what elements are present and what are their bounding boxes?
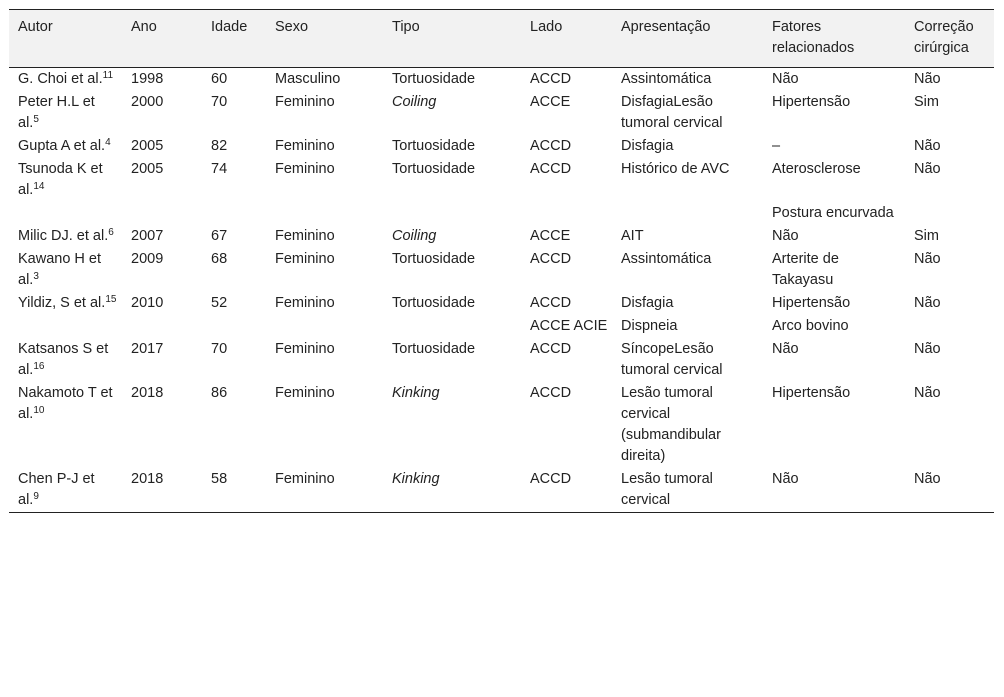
cell-fatores-text: Hipertensão — [772, 295, 851, 311]
cell-apresentacao-text: Disfagia — [621, 295, 674, 311]
cell-correcao — [905, 225, 994, 248]
cell-lado — [521, 292, 612, 315]
cell-lado — [521, 68, 612, 92]
cell-sexo — [266, 68, 383, 92]
cell-idade — [202, 225, 266, 248]
cell-correcao — [905, 135, 994, 158]
cell-lado — [521, 202, 612, 225]
case-reports-table — [9, 9, 994, 513]
cell-ano — [122, 382, 202, 468]
cell-tipo-text: Coiling — [392, 94, 437, 110]
cell-autor — [9, 248, 122, 292]
cell-ano — [122, 338, 202, 382]
cell-apresentacao — [612, 135, 763, 158]
cell-correcao — [905, 468, 994, 513]
cell-correcao-text: Não — [914, 138, 941, 154]
cell-autor-text: Katsanos S et al. — [18, 341, 109, 378]
table-row — [9, 292, 994, 315]
cell-lado — [521, 135, 612, 158]
cell-ano-text: 1998 — [131, 71, 164, 87]
cell-idade — [202, 158, 266, 202]
cell-ano-text: 2010 — [131, 295, 164, 311]
cell-correcao — [905, 292, 994, 315]
cell-lado — [521, 248, 612, 292]
cell-fatores — [763, 338, 905, 382]
cell-apresentacao-text: Disfagia — [621, 138, 674, 154]
cell-fatores — [763, 292, 905, 315]
cell-autor — [9, 468, 122, 513]
cell-sexo — [266, 292, 383, 315]
cell-autor — [9, 158, 122, 202]
cell-apresentacao — [612, 225, 763, 248]
cell-lado-text: ACCD — [530, 385, 572, 401]
cell-sexo — [266, 315, 383, 338]
cell-correcao-text: Não — [914, 251, 941, 267]
cell-idade-text: 52 — [211, 295, 228, 311]
cell-ano-text: 2017 — [131, 341, 164, 357]
cell-fatores-text: – — [772, 138, 781, 154]
cell-correcao-text: Não — [914, 471, 941, 487]
cell-lado — [521, 338, 612, 382]
cell-correcao-text: Sim — [914, 94, 939, 110]
cell-lado — [521, 225, 612, 248]
cell-correcao — [905, 315, 994, 338]
cell-correcao-text: Não — [914, 71, 941, 87]
cell-tipo-text: Tortuosidade — [392, 341, 476, 357]
cell-idade-text: 68 — [211, 251, 228, 267]
cell-ano-text: 2018 — [131, 471, 164, 487]
cell-sexo-text: Feminino — [275, 295, 335, 311]
cell-correcao — [905, 382, 994, 468]
cell-ano — [122, 225, 202, 248]
table-row — [9, 315, 994, 338]
cell-tipo — [383, 248, 521, 292]
cell-autor — [9, 292, 122, 315]
cell-apresentacao-text: Assintomática — [621, 251, 712, 267]
cell-idade-text: 58 — [211, 471, 228, 487]
cell-idade-text: 70 — [211, 341, 228, 357]
cell-ano-text: 2009 — [131, 251, 164, 267]
cell-lado-text: ACCD — [530, 341, 572, 357]
cell-correcao-text: Sim — [914, 228, 939, 244]
cell-tipo — [383, 158, 521, 202]
cell-lado-text: ACCD — [530, 251, 572, 267]
cell-idade — [202, 68, 266, 92]
header-sexo: Sexo — [266, 10, 383, 68]
cell-correcao — [905, 91, 994, 135]
reference-number: 14 — [33, 181, 45, 192]
cell-tipo-text: Tortuosidade — [392, 295, 476, 311]
cell-idade-text: 67 — [211, 228, 228, 244]
cell-lado-text: ACCE ACIE — [530, 318, 608, 334]
cell-sexo — [266, 225, 383, 248]
cell-sexo — [266, 382, 383, 468]
cell-tipo — [383, 468, 521, 513]
cell-apresentacao — [612, 91, 763, 135]
reference-number: 10 — [33, 405, 45, 416]
cell-ano-text: 2005 — [131, 138, 164, 154]
reference-number: 9 — [33, 491, 39, 502]
cell-correcao — [905, 202, 994, 225]
cell-sexo-text: Masculino — [275, 71, 341, 87]
cell-sexo-text: Feminino — [275, 251, 335, 267]
cell-sexo — [266, 248, 383, 292]
cell-lado — [521, 315, 612, 338]
reference-number: 15 — [105, 294, 117, 305]
cell-idade — [202, 338, 266, 382]
cell-idade — [202, 91, 266, 135]
cell-fatores-text: Não — [772, 471, 799, 487]
cell-fatores-text: Hipertensão — [772, 94, 851, 110]
cell-fatores-text: Postura encurvada — [772, 205, 894, 221]
cell-lado-text: ACCD — [530, 161, 572, 177]
header-lado: Lado — [521, 10, 612, 68]
cell-sexo — [266, 135, 383, 158]
cell-tipo-text: Kinking — [392, 385, 440, 401]
cell-sexo — [266, 91, 383, 135]
cell-fatores — [763, 382, 905, 468]
cell-apresentacao — [612, 315, 763, 338]
cell-sexo-text: Feminino — [275, 471, 335, 487]
cell-correcao — [905, 158, 994, 202]
cell-autor — [9, 68, 122, 92]
header-apresentacao: Apresentação — [612, 10, 763, 68]
cell-fatores-text: Aterosclerose — [772, 161, 861, 177]
cell-ano — [122, 68, 202, 92]
cell-fatores-text: Arterite de Takayasu — [772, 251, 839, 288]
cell-sexo-text: Feminino — [275, 94, 335, 110]
reference-number: 11 — [102, 70, 114, 81]
table-row — [9, 382, 994, 468]
cell-autor-text: Milic DJ. et al. — [18, 228, 109, 244]
reference-number: 6 — [108, 227, 114, 238]
cell-fatores — [763, 68, 905, 92]
cell-lado-text: ACCE — [530, 94, 571, 110]
cell-idade-text: 74 — [211, 161, 228, 177]
cell-tipo-text: Kinking — [392, 471, 440, 487]
cell-correcao — [905, 338, 994, 382]
table-row — [9, 68, 994, 92]
cell-tipo — [383, 225, 521, 248]
cell-fatores — [763, 202, 905, 225]
cell-tipo — [383, 382, 521, 468]
table-body — [9, 68, 994, 513]
cell-fatores — [763, 91, 905, 135]
cell-tipo-text: Tortuosidade — [392, 71, 476, 87]
cell-apresentacao — [612, 382, 763, 468]
cell-ano — [122, 468, 202, 513]
table-row — [9, 468, 994, 513]
cell-idade-text: 60 — [211, 71, 228, 87]
cell-tipo-text: Tortuosidade — [392, 161, 476, 177]
cell-apresentacao-text: Lesão tumoral cervical (submandibular direita) — [621, 385, 721, 464]
cell-correcao — [905, 68, 994, 92]
cell-autor-text: G. Choi et al. — [18, 71, 103, 87]
header-idade: Idade — [202, 10, 266, 68]
header-autor: Autor — [9, 10, 122, 68]
table-container — [9, 9, 994, 513]
cell-correcao-text: Não — [914, 161, 941, 177]
cell-idade-text: 82 — [211, 138, 228, 154]
reference-number: 4 — [105, 137, 111, 148]
cell-ano — [122, 135, 202, 158]
cell-idade — [202, 135, 266, 158]
cell-sexo — [266, 158, 383, 202]
cell-lado — [521, 468, 612, 513]
cell-autor-text: Nakamoto T et al. — [18, 385, 113, 422]
cell-sexo-text: Feminino — [275, 228, 335, 244]
cell-ano — [122, 248, 202, 292]
cell-apresentacao-text: SíncopeLesão tumoral cervical — [621, 341, 723, 378]
cell-fatores-text: Hipertensão — [772, 385, 851, 401]
cell-tipo-text: Coiling — [392, 228, 437, 244]
cell-apresentacao — [612, 338, 763, 382]
table-row — [9, 248, 994, 292]
cell-sexo — [266, 338, 383, 382]
cell-fatores — [763, 468, 905, 513]
cell-tipo — [383, 91, 521, 135]
cell-lado — [521, 91, 612, 135]
cell-apresentacao-text: AIT — [621, 228, 644, 244]
cell-sexo-text: Feminino — [275, 385, 335, 401]
cell-lado-text: ACCD — [530, 295, 572, 311]
cell-lado-text: ACCD — [530, 138, 572, 154]
table-row — [9, 338, 994, 382]
cell-tipo — [383, 315, 521, 338]
cell-ano — [122, 202, 202, 225]
cell-ano — [122, 292, 202, 315]
table-row — [9, 202, 994, 225]
cell-ano — [122, 91, 202, 135]
cell-apresentacao-text: Assintomática — [621, 71, 712, 87]
cell-autor-text: Yildiz, S et al. — [18, 295, 106, 311]
cell-idade-text: 70 — [211, 94, 228, 110]
header-correcao: Correção cirúrgica — [905, 10, 994, 68]
cell-sexo — [266, 202, 383, 225]
cell-lado-text: ACCE — [530, 228, 571, 244]
cell-tipo-text: Tortuosidade — [392, 251, 476, 267]
reference-number: 5 — [33, 114, 39, 125]
cell-fatores — [763, 315, 905, 338]
header-tipo: Tipo — [383, 10, 521, 68]
cell-idade-text: 86 — [211, 385, 228, 401]
cell-sexo-text: Feminino — [275, 341, 335, 357]
cell-apresentacao-text: DisfagiaLesão tumoral cervical — [621, 94, 723, 131]
cell-fatores — [763, 225, 905, 248]
cell-tipo — [383, 135, 521, 158]
cell-ano — [122, 315, 202, 338]
cell-idade — [202, 292, 266, 315]
reference-number: 3 — [33, 271, 39, 282]
cell-fatores — [763, 248, 905, 292]
cell-fatores — [763, 158, 905, 202]
cell-autor — [9, 202, 122, 225]
cell-correcao — [905, 248, 994, 292]
cell-autor-text: Chen P-J et al. — [18, 471, 95, 508]
cell-autor-text: Peter H.L et al. — [18, 94, 95, 131]
cell-apresentacao — [612, 158, 763, 202]
cell-apresentacao — [612, 202, 763, 225]
table-row — [9, 158, 994, 202]
cell-ano-text: 2000 — [131, 94, 164, 110]
cell-autor — [9, 315, 122, 338]
cell-idade — [202, 382, 266, 468]
cell-ano-text: 2007 — [131, 228, 164, 244]
cell-correcao-text: Não — [914, 385, 941, 401]
cell-lado — [521, 382, 612, 468]
cell-fatores — [763, 135, 905, 158]
cell-apresentacao-text: Histórico de AVC — [621, 161, 730, 177]
cell-correcao-text: Não — [914, 341, 941, 357]
cell-autor-text: Gupta A et al. — [18, 138, 106, 154]
cell-lado-text: ACCD — [530, 71, 572, 87]
cell-correcao-text: Não — [914, 295, 941, 311]
table-row — [9, 91, 994, 135]
cell-apresentacao — [612, 248, 763, 292]
cell-idade — [202, 315, 266, 338]
cell-ano-text: 2005 — [131, 161, 164, 177]
cell-fatores-text: Arco bovino — [772, 318, 849, 334]
cell-ano — [122, 158, 202, 202]
cell-autor — [9, 225, 122, 248]
cell-tipo-text: Tortuosidade — [392, 138, 476, 154]
cell-idade — [202, 468, 266, 513]
cell-autor — [9, 382, 122, 468]
cell-apresentacao-text: Dispneia — [621, 318, 678, 334]
reference-number: 16 — [33, 361, 45, 372]
cell-tipo — [383, 68, 521, 92]
table-row — [9, 225, 994, 248]
cell-tipo — [383, 338, 521, 382]
header-ano: Ano — [122, 10, 202, 68]
cell-autor — [9, 91, 122, 135]
header-fatores: Fatores relacionados — [763, 10, 905, 68]
cell-apresentacao-text: Lesão tumoral cervical — [621, 471, 713, 508]
cell-apresentacao — [612, 68, 763, 92]
cell-autor — [9, 135, 122, 158]
cell-tipo — [383, 202, 521, 225]
cell-autor-text: Tsunoda K et al. — [18, 161, 103, 198]
cell-autor-text: Kawano H et al. — [18, 251, 102, 288]
cell-tipo — [383, 292, 521, 315]
cell-sexo-text: Feminino — [275, 161, 335, 177]
cell-sexo — [266, 468, 383, 513]
cell-fatores-text: Não — [772, 71, 799, 87]
cell-lado-text: ACCD — [530, 471, 572, 487]
cell-apresentacao — [612, 468, 763, 513]
cell-sexo-text: Feminino — [275, 138, 335, 154]
table-header-row — [9, 10, 994, 68]
cell-apresentacao — [612, 292, 763, 315]
cell-fatores-text: Não — [772, 341, 799, 357]
cell-lado — [521, 158, 612, 202]
cell-idade — [202, 248, 266, 292]
cell-fatores-text: Não — [772, 228, 799, 244]
cell-idade — [202, 202, 266, 225]
table-row — [9, 135, 994, 158]
cell-ano-text: 2018 — [131, 385, 164, 401]
cell-autor — [9, 338, 122, 382]
